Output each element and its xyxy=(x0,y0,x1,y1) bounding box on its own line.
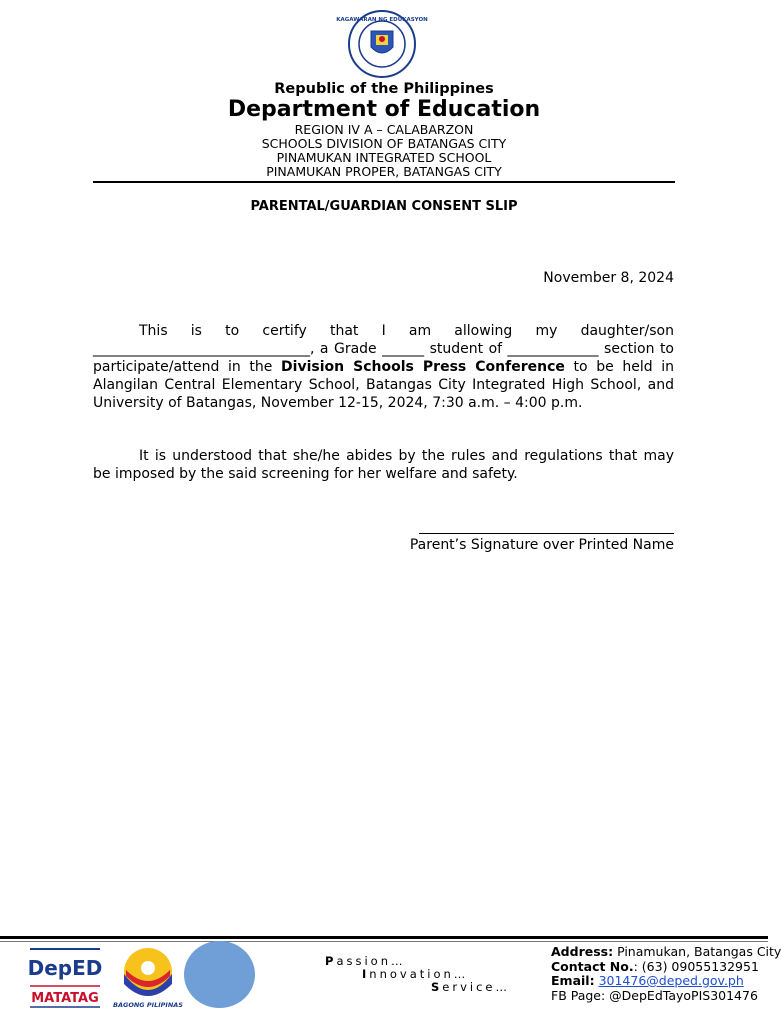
deped-matatag-logo-icon xyxy=(28,946,102,1010)
rules-text: It is understood that she/he abides by the rules and regulations that may be imposed by the said screening for her welfare and safety. xyxy=(93,448,674,482)
motto-innovation: Innovation… xyxy=(362,967,469,981)
seal-text: KAGAWARAN NG EDUKASYON xyxy=(336,17,428,23)
document-date: November 8, 2024 xyxy=(543,270,674,286)
header-divider xyxy=(93,181,675,183)
consent-details: to be held in Alangilan Central Elementary School, Batangas City Integrated High School, and University of Batangas, November 12-15, 2024, 7:30 a.m. – 4:00 p.m. xyxy=(93,359,674,411)
email-link[interactable]: 301476@deped.gov.ph xyxy=(598,973,744,988)
footer-divider-thin xyxy=(0,941,768,942)
school-address-line: PINAMUKAN PROPER, BATANGAS CITY xyxy=(266,164,502,179)
document-title: PARENTAL/GUARDIAN CONSENT SLIP xyxy=(250,199,518,214)
consent-blanks: _______________________________, a Grade ______ student of _____________ xyxy=(93,341,599,357)
matatag-text: MATATAG xyxy=(31,991,99,1006)
deped-seal-icon xyxy=(336,9,428,79)
division-line: SCHOOLS DIVISION OF BATANGAS CITY xyxy=(261,136,507,151)
bagong-pilipinas-logo-icon xyxy=(110,944,186,1010)
motto-passion: Passion… xyxy=(325,954,406,968)
address-row: Address: Pinamukan, Batangas City xyxy=(551,944,781,959)
contact-info xyxy=(551,945,781,1003)
region-line: REGION IV A – CALABARZON xyxy=(294,122,474,137)
motto-service: Service… xyxy=(431,980,510,994)
blue-circle-badge xyxy=(184,941,255,1008)
rules-paragraph xyxy=(93,447,674,483)
signature-line xyxy=(419,533,674,534)
republic-title: Republic of the Philippines xyxy=(274,81,494,97)
consent-before-event: section to participate/attend in the xyxy=(93,341,674,375)
deped-logo-text: DepED xyxy=(27,956,103,980)
event-name: Division Schools Press Conference xyxy=(281,359,565,375)
signature-label: Parent’s Signature over Printed Name xyxy=(409,537,674,553)
consent-paragraph xyxy=(93,322,674,412)
email-row: Email: 301476@deped.gov.ph xyxy=(551,973,744,988)
bagong-pilipinas-text: BAGONG PILIPINAS xyxy=(113,1001,183,1009)
school-line: PINAMUKAN INTEGRATED SCHOOL xyxy=(276,150,492,165)
facebook-row: FB Page: @DepEdTayoPIS301476 xyxy=(551,987,758,1003)
footer-divider xyxy=(0,936,768,939)
contact-number-row: Contact No.: (63) 09055132951 xyxy=(551,958,759,974)
department-title: Department of Education xyxy=(227,97,541,122)
consent-intro: This is to certify that I am allowing my daughter/son xyxy=(139,323,674,339)
